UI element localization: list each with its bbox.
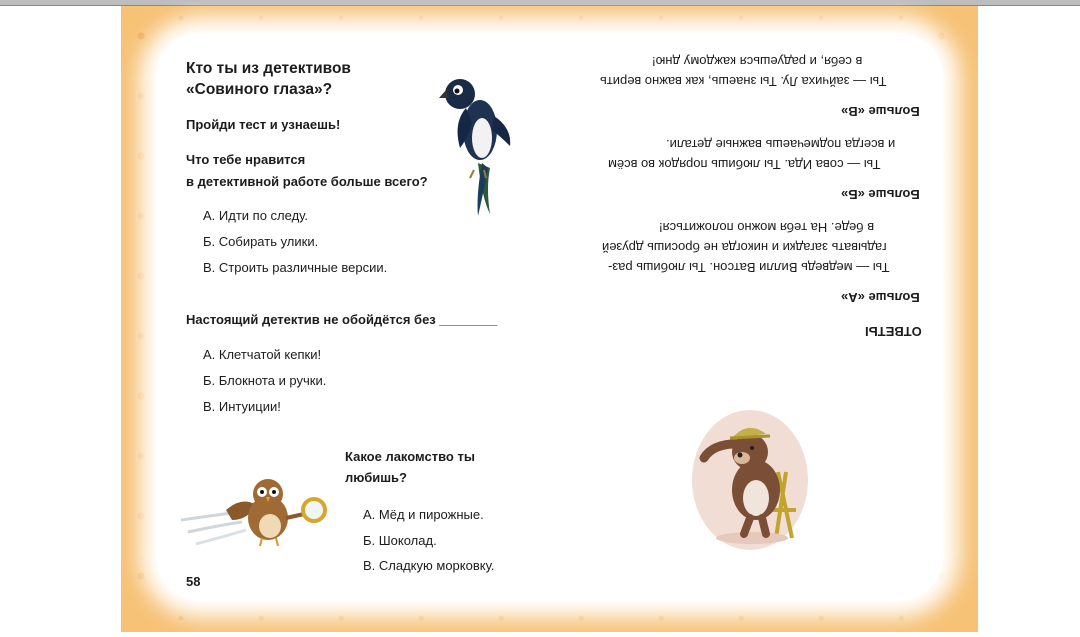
answer-b-line2: и всегда подмечаешь важные детали. — [666, 137, 896, 152]
question-1-option-b: Б. Собирать улики. — [203, 234, 319, 249]
quiz-title-line2: «Совиного глаза»? — [186, 81, 333, 98]
answer-c-line1: Ты — зайчиха Лу. Ты знаешь, как важно верить — [600, 74, 887, 89]
owl-with-magnifier-illustration — [176, 470, 336, 560]
question-2-option-c: В. Интуиции! — [203, 399, 281, 414]
question-3-line2: любишь? — [345, 470, 407, 485]
answer-c-line2: в себя, и радуешься каждому дню! — [652, 54, 863, 69]
quiz-title-line1: Кто ты из детективов — [186, 60, 351, 77]
question-2-option-b: Б. Блокнота и ручки. — [203, 373, 327, 388]
question-1-line1: Что тебе нравится — [186, 152, 306, 167]
question-2: Настоящий детектив не обойдётся без ________ — [186, 312, 498, 327]
answer-a-line2: гадывать загадки и никогда не бросишь друзей — [602, 240, 887, 255]
question-3-option-b: Б. Шоколад. — [363, 533, 437, 548]
answer-a-heading: Больше «А» — [841, 290, 920, 305]
question-1-option-c: В. Строить различные версии. — [203, 260, 388, 275]
quiz-subtitle: Пройди тест и узнаешь! — [186, 117, 341, 132]
answer-b-line1: Ты — сова Ида. Ты любишь порядок во всём — [608, 157, 881, 172]
question-1-line2: в детективной работе больше всего? — [186, 174, 428, 189]
magpie-illustration — [438, 68, 520, 218]
answers-title: ОТВЕТЫ — [865, 324, 922, 339]
page-number: 58 — [186, 574, 201, 589]
question-2-option-a: А. Клетчатой кепки! — [203, 347, 322, 362]
bear-detective-illustration — [692, 400, 812, 552]
question-3-line1: Какое лакомство ты — [345, 449, 475, 464]
question-3-option-a: А. Мёд и пирожные. — [363, 507, 484, 522]
answer-c-heading: Больше «В» — [841, 104, 920, 119]
answer-a-line3: в беде. На тебя можно положиться! — [659, 220, 875, 235]
question-3-option-c: В. Сладкую морковку. — [363, 558, 495, 573]
question-1-option-a: А. Идти по следу. — [203, 208, 308, 223]
answer-b-heading: Больше «Б» — [841, 187, 920, 202]
answer-a-line1: Ты — медведь Вилли Ватсон. Ты любишь раз- — [608, 260, 890, 275]
